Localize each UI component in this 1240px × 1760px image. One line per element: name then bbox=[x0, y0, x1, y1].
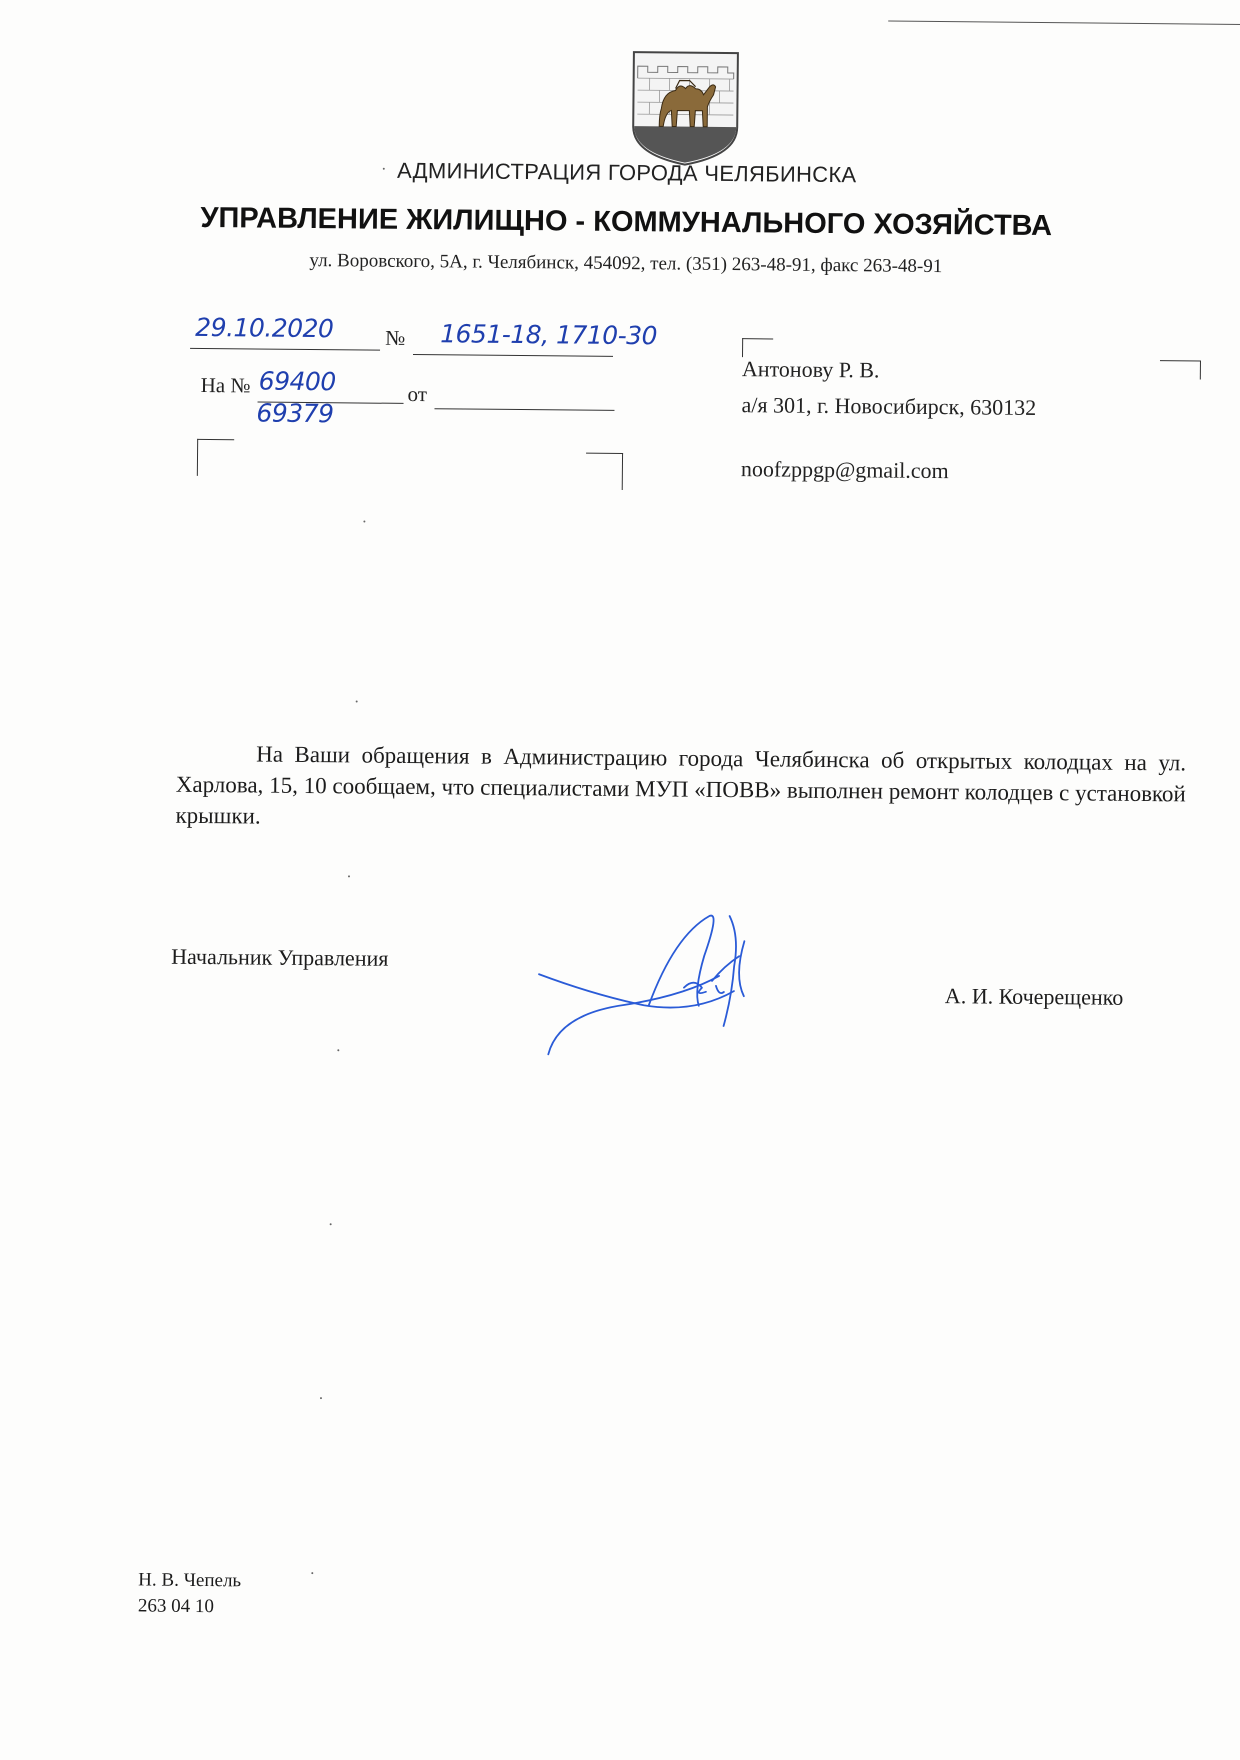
date-underline bbox=[190, 348, 380, 351]
from-underline bbox=[434, 408, 614, 411]
executor-block bbox=[138, 1567, 241, 1620]
recipient-name: Антонову Р. В. bbox=[741, 356, 880, 383]
from-label: от bbox=[407, 381, 428, 407]
top-border-line bbox=[888, 21, 1240, 25]
number-underline bbox=[413, 354, 613, 357]
department-name: УПРАВЛЕНИЕ ЖИЛИЩНО - КОММУНАЛЬНОГО ХОЗЯЙСТВА bbox=[200, 201, 1053, 243]
handwritten-reply-number-1: 69400 bbox=[258, 366, 336, 397]
scan-speck bbox=[383, 168, 385, 170]
executor-name: Н. В. Чепель bbox=[138, 1569, 242, 1592]
number-label: № bbox=[385, 325, 406, 350]
handwritten-signature-icon bbox=[533, 894, 805, 1067]
left-block-corner-top-left bbox=[197, 439, 234, 476]
scan-speck bbox=[320, 1397, 322, 1399]
signatory-name: А. И. Кочерещенко bbox=[944, 983, 1124, 1010]
recipient-address: а/я 301, г. Новосибирск, 630132 bbox=[741, 392, 1037, 420]
administration-name: АДМИНИСТРАЦИЯ ГОРОДА ЧЕЛЯБИНСКА bbox=[396, 157, 857, 188]
executor-phone: 263 04 10 bbox=[137, 1595, 215, 1618]
recipient-block bbox=[741, 351, 1037, 490]
recipient-corner-top-right bbox=[1160, 360, 1201, 379]
scan-speck bbox=[356, 700, 358, 702]
left-block-corner-top-right bbox=[586, 453, 623, 490]
scan-speck bbox=[363, 521, 365, 523]
scan-speck bbox=[330, 1223, 332, 1225]
coat-of-arms-icon bbox=[629, 48, 742, 167]
scan-speck bbox=[311, 1572, 313, 1574]
scan-speck bbox=[348, 875, 350, 877]
letter-body bbox=[175, 738, 1186, 841]
scan-speck bbox=[337, 1049, 339, 1051]
reply-to-label: На № bbox=[200, 372, 251, 398]
signatory-position: Начальник Управления bbox=[171, 943, 389, 971]
department-address: ул. Воровского, 5А, г. Челябинск, 454092, тел. (351) 263-48-91, факс 263-48-91 bbox=[309, 249, 943, 278]
handwritten-date: 29.10.2020 bbox=[195, 312, 334, 344]
handwritten-reply-number-2: 69379 bbox=[256, 398, 334, 429]
recipient-email: noofzppgp@gmail.com bbox=[740, 456, 949, 484]
letter-body-text: На Ваши обращения в Администрацию города Челябинска об открытых колодцах на ул. Харлова, 15, 10 сообщаем, что специалистами МУП «ПОВВ» выполнен ремонт колодцев с установкой крышки. bbox=[175, 741, 1187, 829]
handwritten-outgoing-number: 1651-18, 1710-30 bbox=[440, 319, 658, 351]
